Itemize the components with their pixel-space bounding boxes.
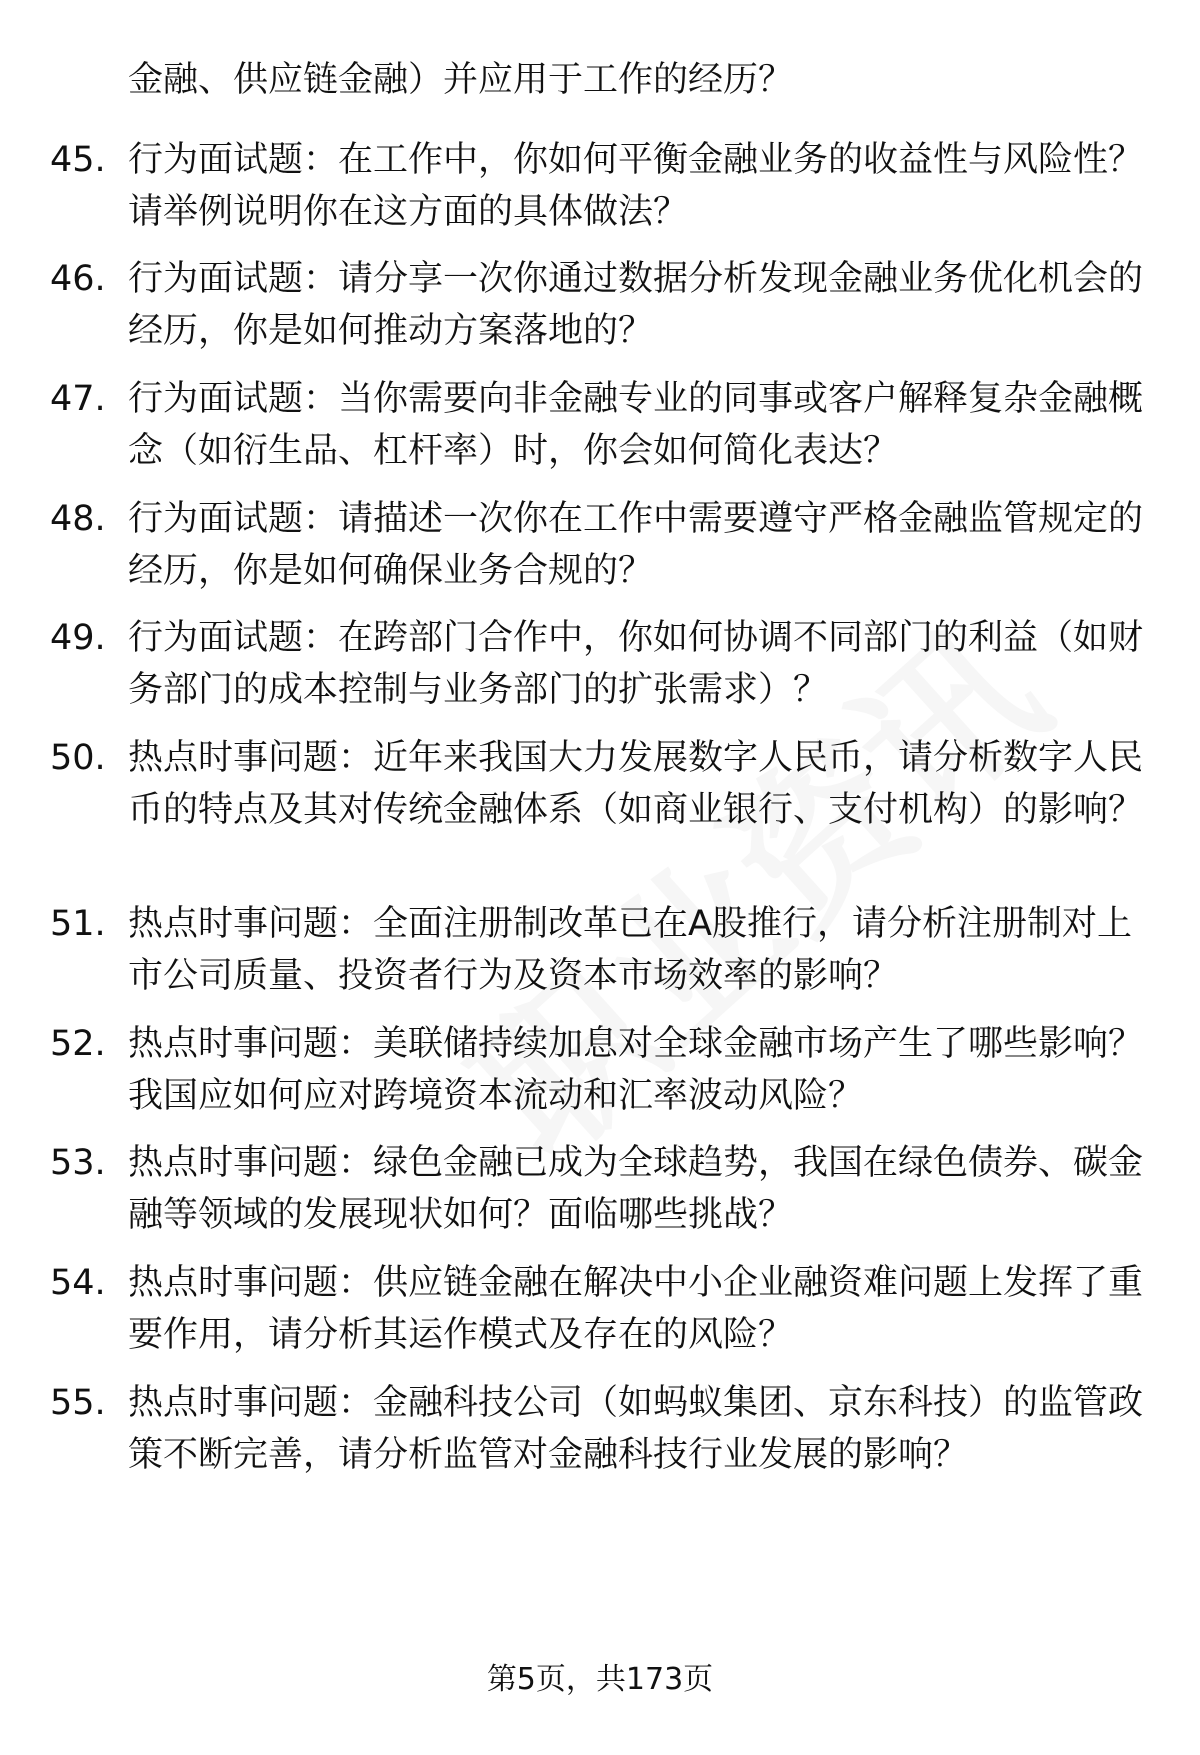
- question-number: 48.: [50, 499, 106, 539]
- question-number: 47.: [50, 379, 106, 419]
- question-number: 49.: [50, 618, 106, 658]
- question-text: 行为面试题：请分享一次你通过数据分析发现金融业务优化机会的经历，你是如何推动方案落地的？: [128, 259, 1144, 351]
- question-text: 热点时事问题：供应链金融在解决中小企业融资难问题上发挥了重要作用，请分析其运作模式及存在的风险？: [128, 1263, 1144, 1355]
- question-number: 45.: [50, 140, 106, 180]
- question-number: 55.: [50, 1383, 106, 1423]
- question-text: 热点时事问题：绿色金融已成为全球趋势，我国在绿色债券、碳金融等领域的发展现状如何？面临哪些挑战？: [128, 1143, 1144, 1235]
- question-text: 行为面试题：在跨部门合作中，你如何协调不同部门的利益（如财务部门的成本控制与业务部门的扩张需求）？: [128, 618, 1144, 710]
- question-text: 热点时事问题：金融科技公司（如蚂蚁集团、京东科技）的监管政策不断完善，请分析监管对金融科技行业发展的影响？: [128, 1383, 1144, 1475]
- page-footer: [0, 1660, 1200, 1700]
- page-number-label: 第5页，共173页: [486, 1662, 714, 1697]
- continuation-text: 金融、供应链金融）并应用于工作的经历？: [128, 60, 794, 100]
- question-number: 54.: [50, 1263, 106, 1303]
- question-text: 热点时事问题：全面注册制改革已在A股推行，请分析注册制对上市公司质量、投资者行为及资本市场效率的影响？: [128, 904, 1132, 996]
- question-number: 53.: [50, 1143, 106, 1183]
- question-number: 51.: [50, 904, 106, 944]
- question-text: 行为面试题：请描述一次你在工作中需要遵守严格金融监管规定的经历，你是如何确保业务合规的？: [128, 499, 1144, 591]
- question-text: 热点时事问题：美联储持续加息对全球金融市场产生了哪些影响？我国应如何应对跨境资本流动和汇率波动风险？: [128, 1024, 1144, 1116]
- question-number: 50.: [50, 738, 106, 778]
- question-text: 行为面试题：在工作中，你如何平衡金融业务的收益性与风险性？请举例说明你在这方面的具体做法？: [128, 140, 1144, 232]
- question-text: 行为面试题：当你需要向非金融专业的同事或客户解释复杂金融概念（如衍生品、杠杆率）时，你会如何简化表达？: [128, 379, 1144, 471]
- question-number: 52.: [50, 1024, 106, 1064]
- question-text: 热点时事问题：近年来我国大力发展数字人民币，请分析数字人民币的特点及其对传统金融体系（如商业银行、支付机构）的影响？: [128, 738, 1144, 830]
- question-number: 46.: [50, 259, 106, 299]
